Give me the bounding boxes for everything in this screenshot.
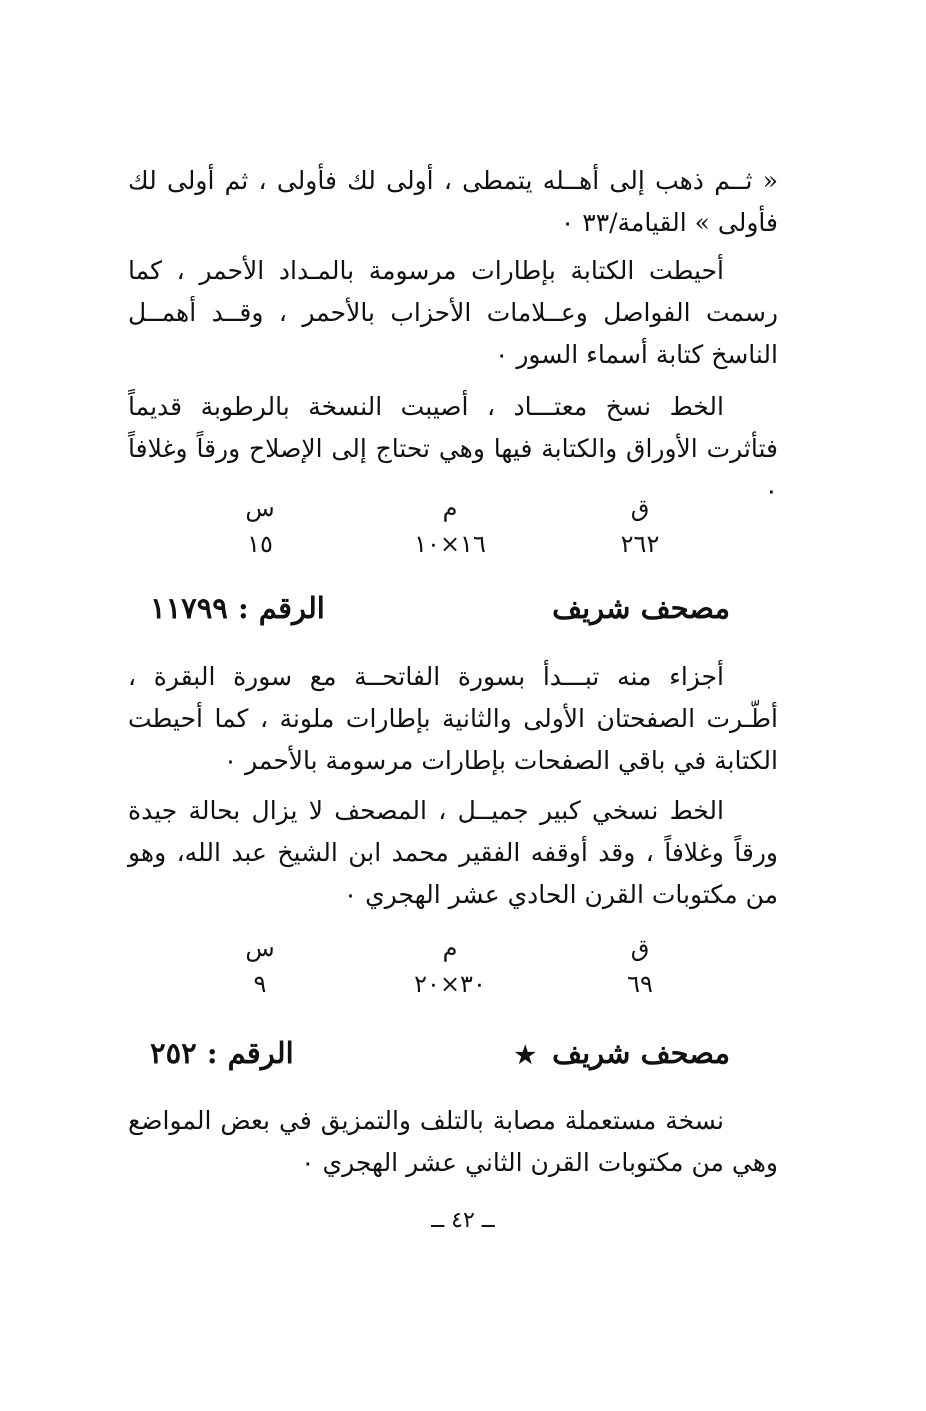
paragraph-text: أجزاء منه تبـــدأ بسورة الفاتحــة مع سورة البقرة ، أطّـرت الصفحتان الأولى والثانية بإطارات ملونة ، كما أحيطت الكتابة في باقي الصفحات بإطارات مرسومة بالأحمر ٠ <box>128 662 778 775</box>
paragraph-text: الخط نسخ معتـــاد ، أصيبت النسخة بالرطوبة قديماً فتأثرت الأوراق والكتابة فيها وهي تحتاج إلى الإصلاح ورقاً وغلافاً ٠ <box>128 392 778 505</box>
column-header: ق <box>630 934 650 962</box>
entry-title: مصحف شريف <box>552 1036 730 1070</box>
paragraph-text: نسخة مستعملة مصابة بالتلف والتمزيق في بعض المواضع وهي من مكتوبات القرن الثاني عشر الهجري ٠ <box>128 1106 778 1177</box>
column-value: ٢٦٢ <box>620 530 660 558</box>
table-column <box>200 930 320 1002</box>
column-value: ٩ <box>253 970 267 998</box>
paragraph-text: الخط نسخي كبير جميــل ، المصحف لا يزال بحالة جيدة ورقاً وغلافاً ، وقد أوقفه الفقير محمد ابن الشيخ عبد الله، وهو من مكتوبات القرن الحادي عشر الهجري ٠ <box>128 796 778 909</box>
entry-title: مصحف شريف <box>552 591 730 625</box>
entry-title-group <box>514 1033 730 1075</box>
column-value: ١٥ <box>247 530 273 558</box>
entry-heading <box>150 588 730 628</box>
entry-number: الرقم : ٢٥٢ <box>150 1036 294 1070</box>
entry-heading <box>150 1033 730 1075</box>
paragraph-text: « ثــم ذهب إلى أهــله يتمطى ، أولى لك فأولى ، ثم أولى لك فأولى » القيامة/٣٣ ٠ <box>128 166 778 237</box>
table-column <box>390 930 510 1002</box>
measurements-table <box>200 490 700 562</box>
column-value: ١٦×١٠ <box>414 530 486 558</box>
table-column <box>580 930 700 1002</box>
table-column <box>580 490 700 562</box>
column-header: م <box>442 934 458 962</box>
column-header: م <box>442 494 458 522</box>
measurements-table <box>200 930 700 1002</box>
description-paragraph <box>128 250 778 376</box>
star-icon: ★ <box>514 1040 536 1069</box>
column-value: ٦٩ <box>627 970 653 998</box>
paragraph-text: أحيطت الكتابة بإطارات مرسومة بالمـداد الأحمر ، كما رسمت الفواصل وعــلامات الأحزاب بالأحمر ، وقــد أهمــل الناسخ كتابة أسماء السور ٠ <box>128 256 778 369</box>
column-header: ق <box>630 494 650 522</box>
column-value: ٣٠×٢٠ <box>414 970 486 998</box>
description-paragraph <box>128 656 778 782</box>
page-number: ــ ٤٢ ــ <box>431 1208 495 1233</box>
description-paragraph <box>128 790 778 916</box>
entry-number: الرقم : ١١٧٩٩ <box>150 591 325 625</box>
table-column <box>200 490 320 562</box>
column-header: س <box>245 494 275 522</box>
table-column <box>390 490 510 562</box>
column-header: س <box>245 934 275 962</box>
quote-paragraph <box>128 160 778 244</box>
description-paragraph <box>128 1100 778 1184</box>
